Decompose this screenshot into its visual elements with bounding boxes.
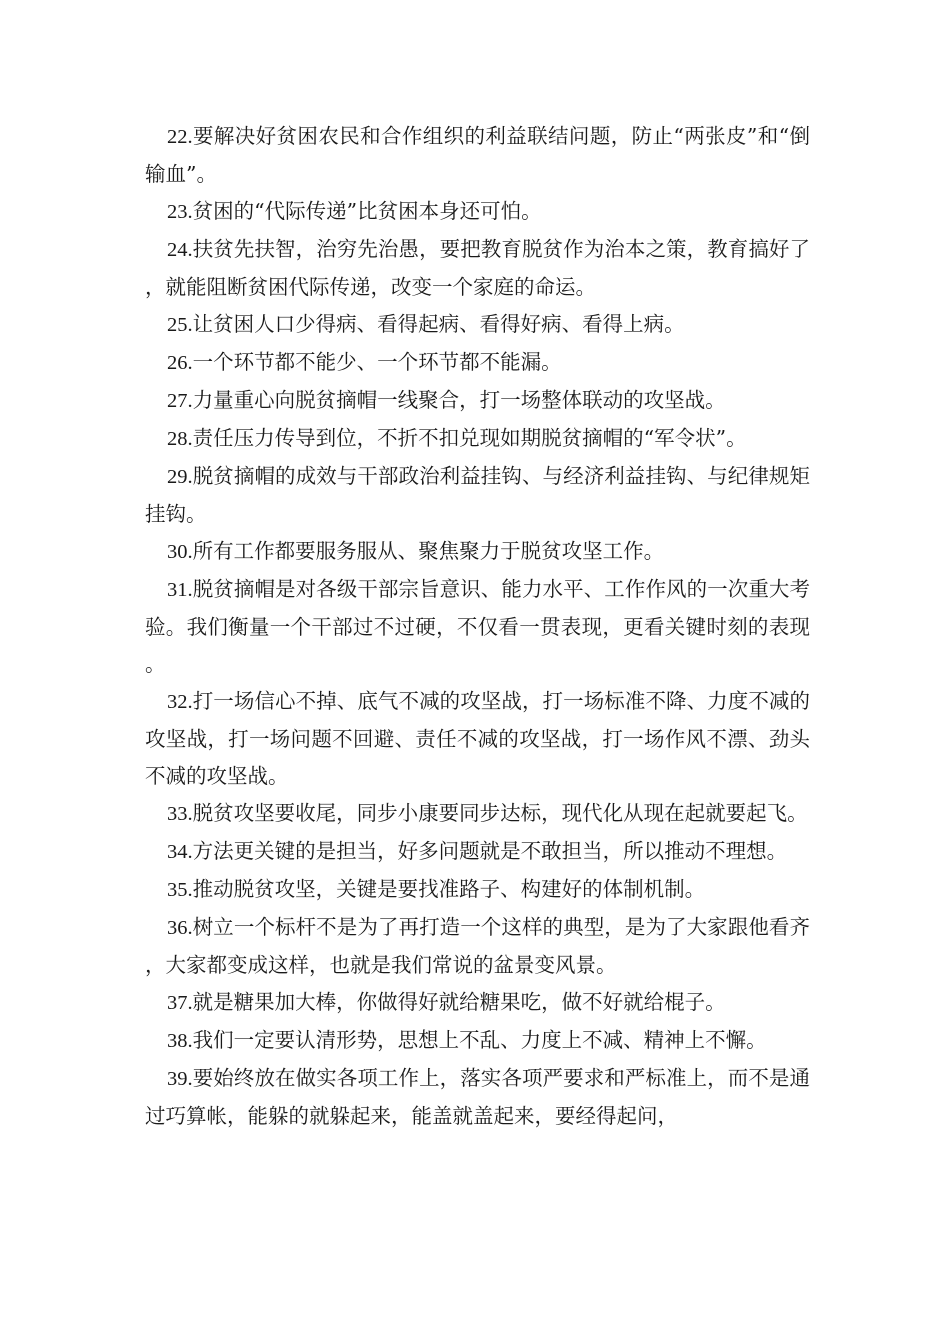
item-number: 23.: [167, 201, 193, 223]
item-number: 22.: [167, 126, 193, 148]
paragraph-29: [145, 458, 810, 533]
item-number: 34.: [167, 841, 193, 863]
item-number: 24.: [167, 239, 193, 261]
item-text: 脱贫摘帽的成效与干部政治利益挂钩、与经济利益挂钩、与纪律规矩挂钩。: [145, 464, 810, 526]
paragraph-37: [145, 984, 810, 1022]
paragraph-30: [145, 533, 810, 571]
paragraph-27: [145, 382, 810, 420]
item-text: 贫困的“代际传递”比贫困本身还可怕。: [192, 199, 542, 223]
item-text: 就是糖果加大棒，你做得好就给糖果吃，做不好就给棍子。: [192, 990, 726, 1014]
item-number: 29.: [167, 466, 193, 488]
item-number: 38.: [167, 1030, 193, 1052]
paragraph-39: [145, 1060, 810, 1135]
item-text: 打一场信心不掉、底气不减的攻坚战，打一场标准不降、力度不减的攻坚战，打一场问题不回避、责任不减的攻坚战，打一场作风不漂、劲头不减的攻坚战。: [145, 689, 810, 788]
item-text: 要始终放在做实各项工作上，落实各项严要求和严标准上，而不是通过巧算帐，能躲的就躲起来，能盖就盖起来，要经得起问，: [145, 1066, 810, 1128]
item-number: 35.: [167, 879, 193, 901]
item-number: 28.: [167, 428, 193, 450]
paragraph-22: [145, 118, 810, 193]
item-number: 33.: [167, 803, 193, 825]
item-text: 责任压力传导到位，不折不扣兑现如期脱贫摘帽的“军令状”。: [192, 426, 747, 450]
item-number: 31.: [167, 579, 193, 601]
item-number: 32.: [167, 691, 193, 713]
paragraph-35: [145, 871, 810, 909]
item-number: 26.: [167, 352, 193, 374]
item-text: 脱贫攻坚要收尾，同步小康要同步达标，现代化从现在起就要起飞。: [192, 801, 808, 825]
item-text: 树立一个标杆不是为了再打造一个这样的典型，是为了大家跟他看齐，大家都变成这样，也就是我们常说的盆景变风景。: [145, 915, 810, 977]
paragraph-28: [145, 420, 810, 458]
item-text: 力量重心向脱贫摘帽一线聚合，打一场整体联动的攻坚战。: [192, 388, 726, 412]
item-text: 推动脱贫攻坚，关键是要找准路子、构建好的体制机制。: [192, 877, 706, 901]
item-number: 30.: [167, 541, 193, 563]
item-number: 27.: [167, 390, 193, 412]
item-text: 让贫困人口少得病、看得起病、看得好病、看得上病。: [192, 312, 685, 336]
document-body: [145, 118, 810, 1135]
item-number: 25.: [167, 314, 193, 336]
item-text: 所有工作都要服务服从、聚焦聚力于脱贫攻坚工作。: [192, 539, 665, 563]
item-text: 扶贫先扶智，治穷先治愚，要把教育脱贫作为治本之策，教育搞好了，就能阻断贫困代际传递，改变一个家庭的命运。: [145, 237, 810, 299]
item-text: 脱贫摘帽是对各级干部宗旨意识、能力水平、工作作风的一次重大考验。我们衡量一个干部过不过硬，不仅看一贯表现，更看关键时刻的表现。: [145, 577, 810, 676]
item-text: 要解决好贫困农民和合作组织的利益联结问题，防止“两张皮”和“倒输血”。: [145, 124, 810, 186]
paragraph-26: [145, 344, 810, 382]
item-number: 37.: [167, 992, 193, 1014]
paragraph-34: [145, 833, 810, 871]
item-text: 一个环节都不能少、一个环节都不能漏。: [192, 350, 562, 374]
paragraph-24: [145, 231, 810, 306]
paragraph-25: [145, 306, 810, 344]
paragraph-31: [145, 571, 810, 683]
paragraph-33: [145, 795, 810, 833]
item-number: 39.: [167, 1068, 193, 1090]
item-number: 36.: [167, 917, 193, 939]
paragraph-23: [145, 193, 810, 231]
item-text: 方法更关键的是担当，好多问题就是不敢担当，所以推动不理想。: [192, 839, 788, 863]
paragraph-32: [145, 683, 810, 795]
paragraph-38: [145, 1022, 810, 1060]
item-text: 我们一定要认清形势，思想上不乱、力度上不减、精神上不懈。: [192, 1028, 767, 1052]
paragraph-36: [145, 909, 810, 984]
